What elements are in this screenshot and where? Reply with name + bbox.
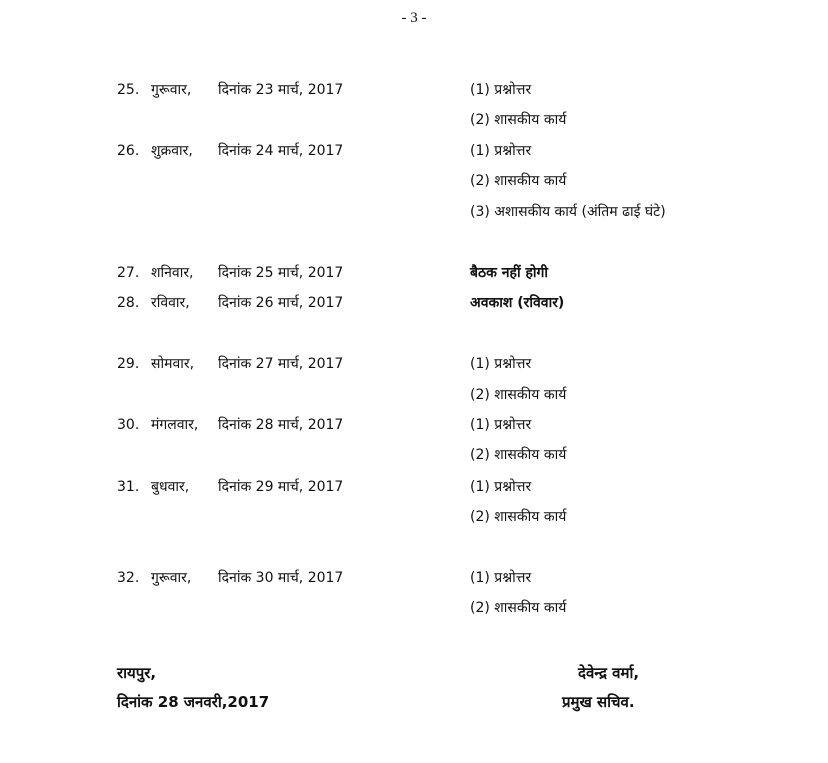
entry-agenda-item: (1) प्रश्नोत्तर <box>470 417 532 433</box>
entry-date: दिनांक 23 मार्च, 2017 <box>218 82 344 98</box>
entry-date: दिनांक 27 मार्च, 2017 <box>218 356 344 372</box>
entry-date: दिनांक 30 मार्च, 2017 <box>218 570 344 586</box>
entry-day: रविवार, <box>151 295 190 311</box>
entry-number: 28. <box>117 295 140 311</box>
entry-agenda-item: (2) शासकीय कार्य <box>470 387 567 403</box>
entry-agenda-item: (3) अशासकीय कार्य (अंतिम ढाई घंटे) <box>470 204 666 220</box>
entry-agenda-note: अवकाश (रविवार) <box>470 295 565 311</box>
schedule-entry-continuation <box>0 110 828 140</box>
entry-agenda-item: (2) शासकीय कार्य <box>470 447 567 463</box>
entry-day: सोमवार, <box>151 356 195 372</box>
entry-day: गुरूवार, <box>151 82 192 98</box>
entry-number: 30. <box>117 417 140 433</box>
entry-number: 32. <box>117 570 140 586</box>
schedule-entry <box>0 141 828 171</box>
entry-agenda-item: (2) शासकीय कार्य <box>470 509 567 525</box>
entry-agenda-item: (2) शासकीय कार्य <box>470 173 567 189</box>
page-number: - 3 - <box>401 10 427 26</box>
entry-agenda-item: (1) प्रश्नोत्तर <box>470 356 532 372</box>
entry-agenda-item: (2) शासकीय कार्य <box>470 112 567 128</box>
schedule-entry-continuation <box>0 385 828 415</box>
footer-place: रायपुर, <box>117 664 157 682</box>
schedule-entry <box>0 80 828 110</box>
entry-agenda-note: बैठक नहीं होगी <box>470 265 549 281</box>
schedule-entry <box>0 293 828 323</box>
entry-date: दिनांक 25 मार्च, 2017 <box>218 265 344 281</box>
entry-day: गुरूवार, <box>151 570 192 586</box>
entry-day: शुक्रवार, <box>151 143 193 159</box>
entry-agenda-item: (1) प्रश्नोत्तर <box>470 570 532 586</box>
entry-day: मंगलवार, <box>151 417 199 433</box>
schedule-entry <box>0 568 828 598</box>
signatory-name: देवेन्द्र वर्मा, <box>578 664 640 682</box>
footer-date: दिनांक 28 जनवरी,2017 <box>117 693 270 711</box>
entry-date: दिनांक 28 मार्च, 2017 <box>218 417 344 433</box>
schedule-entry <box>0 477 828 507</box>
entry-agenda-item: (1) प्रश्नोत्तर <box>470 82 532 98</box>
schedule-entry-continuation <box>0 171 828 201</box>
entry-date: दिनांक 26 मार्च, 2017 <box>218 295 344 311</box>
schedule-entry <box>0 263 828 293</box>
entry-agenda-item: (1) प्रश्नोत्तर <box>470 479 532 495</box>
entry-number: 26. <box>117 143 140 159</box>
entry-agenda-item: (2) शासकीय कार्य <box>470 600 567 616</box>
entry-day: शनिवार, <box>151 265 194 281</box>
entry-date: दिनांक 29 मार्च, 2017 <box>218 479 344 495</box>
schedule-entry-continuation <box>0 202 828 232</box>
signatory-title: प्रमुख सचिव. <box>562 693 635 711</box>
schedule-entry-continuation <box>0 507 828 537</box>
schedule-entry <box>0 415 828 445</box>
entry-number: 27. <box>117 265 140 281</box>
schedule-entry <box>0 354 828 384</box>
entry-date: दिनांक 24 मार्च, 2017 <box>218 143 344 159</box>
entry-number: 31. <box>117 479 140 495</box>
entry-agenda-item: (1) प्रश्नोत्तर <box>470 143 532 159</box>
entry-number: 25. <box>117 82 140 98</box>
entry-number: 29. <box>117 356 140 372</box>
schedule-entry-continuation <box>0 445 828 475</box>
entry-day: बुधवार, <box>151 479 190 495</box>
schedule-entry-continuation <box>0 598 828 628</box>
